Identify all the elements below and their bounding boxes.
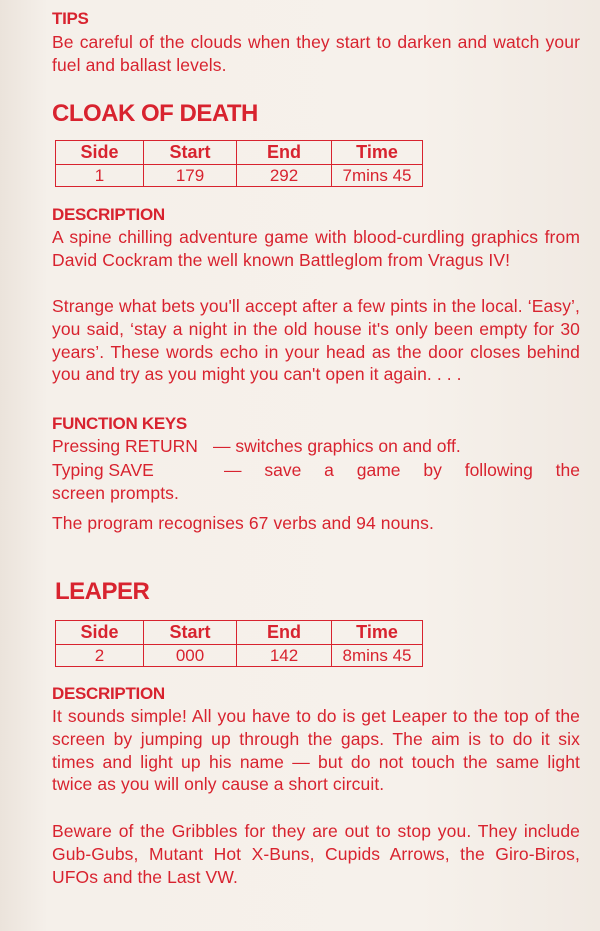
value-start: 179 xyxy=(144,165,237,187)
tips-text: Be careful of the clouds when they start to darken and watch your fuel and ballast levels. xyxy=(52,32,580,75)
header-start: Start xyxy=(144,621,237,645)
cloak-title: CLOAK OF DEATH xyxy=(52,100,258,127)
value-end: 142 xyxy=(237,645,332,667)
cloak-vocabulary: The program recognises 67 verbs and 94 nouns. xyxy=(52,513,434,533)
header-side: Side xyxy=(56,621,144,645)
cloak-description-p2: Strange what bets you'll accept after a few pints in the local. ‘Easy’, you said, ‘stay a night in the old house it's only been empty for 30 years’. These words echo in your head as the door closes behind you and try as you might you can't open it again. . . . xyxy=(52,296,580,385)
leaper-title: LEAPER xyxy=(55,578,150,605)
function-key-row-return xyxy=(52,435,580,458)
function-key-return-desc: — switches graphics on and off. xyxy=(213,436,461,456)
header-end: End xyxy=(237,621,332,645)
function-key-save-desc: — save a game by following the xyxy=(224,460,580,480)
leaper-info-table xyxy=(55,620,423,667)
leaper-description-p1: It sounds simple! All you have to do is get Leaper to the top of the screen by jumping up through the gaps. The aim is to do it six times and light up his name — but do not touch the same light twice as you will only cause a short circuit. xyxy=(52,706,580,795)
function-keys-heading: FUNCTION KEYS xyxy=(52,414,187,433)
cloak-description-heading: DESCRIPTION xyxy=(52,205,165,224)
header-start: Start xyxy=(144,141,237,165)
header-side: Side xyxy=(56,141,144,165)
value-end: 292 xyxy=(237,165,332,187)
value-start: 000 xyxy=(144,645,237,667)
function-key-row-save xyxy=(52,459,580,482)
header-end: End xyxy=(237,141,332,165)
header-time: Time xyxy=(332,141,423,165)
cloak-description-p1: A spine chilling adventure game with blood-curdling graphics from David Cockram the well known Battleglom from Vragus IV! xyxy=(52,227,580,270)
leaper-description-p2: Beware of the Gribbles for they are out to stop you. They include Gub-Gubs, Mutant Hot X-Buns, Cupids Arrows, the Giro-Biros, UFOs and the Last VW. xyxy=(52,821,580,887)
value-time: 8mins 45 xyxy=(332,645,423,667)
function-key-save: Typing SAVE xyxy=(52,460,154,480)
function-key-save-cont: screen prompts. xyxy=(52,483,179,503)
value-side: 2 xyxy=(56,645,144,667)
function-key-return: Pressing RETURN xyxy=(52,436,198,456)
header-time: Time xyxy=(332,621,423,645)
leaper-description-heading: DESCRIPTION xyxy=(52,684,165,703)
cloak-info-table xyxy=(55,140,423,187)
tips-heading: TIPS xyxy=(52,9,89,28)
value-time: 7mins 45 xyxy=(332,165,423,187)
value-side: 1 xyxy=(56,165,144,187)
